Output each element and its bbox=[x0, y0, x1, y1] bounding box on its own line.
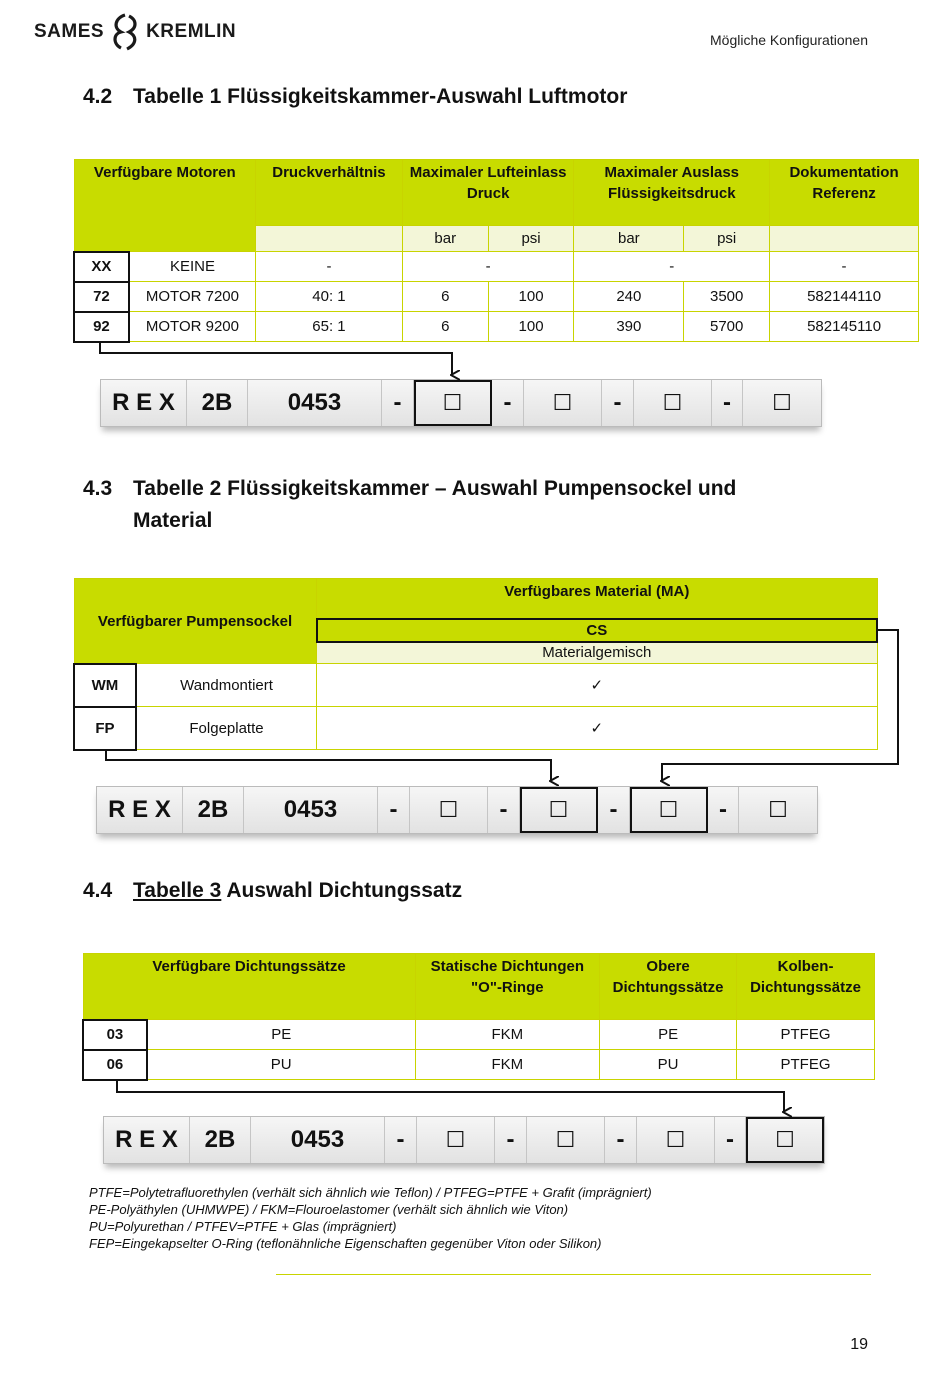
row-name: KEINE bbox=[129, 252, 256, 282]
rex-prefix: R E X bbox=[104, 1117, 190, 1163]
rex-slot-motor: ☐ bbox=[417, 1117, 495, 1163]
table-3-link[interactable]: Tabelle 3 bbox=[133, 879, 222, 902]
brand-left: SAMES bbox=[34, 21, 105, 42]
row-air-bar: 6 bbox=[402, 312, 488, 342]
row-kit: PE bbox=[147, 1020, 415, 1050]
col-header-air-inlet: Maximaler Lufteinlass Druck bbox=[402, 160, 574, 226]
rex-dash: - bbox=[598, 787, 630, 833]
footnote bbox=[89, 1184, 652, 1252]
row-code: 03 bbox=[83, 1020, 147, 1050]
footnote-line: FEP=Eingekapselter O-Ring (teflonähnliche Eigenschaften gegenüber Viton oder Silikon) bbox=[89, 1236, 602, 1251]
row-outlet: - bbox=[574, 252, 770, 282]
brand-right: KREMLIN bbox=[146, 21, 237, 42]
rex-dash: - bbox=[715, 1117, 746, 1163]
row-kit: PU bbox=[147, 1050, 415, 1080]
col-header-static-seals: Statische Dichtungen "O"-Ringe bbox=[415, 954, 600, 1020]
rex-dash: - bbox=[602, 380, 634, 426]
arrow-base bbox=[106, 749, 551, 781]
row-air: - bbox=[402, 252, 574, 282]
rex-dash: - bbox=[492, 380, 524, 426]
rex-slot-seal: ☐ bbox=[768, 797, 788, 822]
check-icon: ✓ bbox=[317, 664, 877, 707]
rex-part2: 2B bbox=[190, 1117, 251, 1163]
section-number: 4.4 bbox=[83, 879, 113, 902]
row-ratio: - bbox=[256, 252, 403, 282]
rex-slot-base: ☐ bbox=[520, 787, 598, 833]
row-code: WM bbox=[74, 664, 136, 707]
rex-slot-seal: ☐ bbox=[746, 1117, 824, 1163]
rex-dash: - bbox=[378, 787, 410, 833]
rex-dash: - bbox=[385, 1117, 417, 1163]
row-ref: - bbox=[770, 252, 919, 282]
row-code: XX bbox=[74, 252, 129, 282]
check-icon: ✓ bbox=[317, 707, 877, 750]
col-header-ratio: Druckverhältnis bbox=[256, 160, 403, 226]
col-header-base: Verfügbarer Pumpensockel bbox=[74, 579, 317, 664]
row-code: 92 bbox=[74, 312, 129, 342]
rex-slot-motor: ☐ bbox=[410, 787, 488, 833]
row-out-psi: 3500 bbox=[684, 282, 770, 312]
rex-slot-material: ☐ bbox=[630, 787, 708, 833]
row-static: FKM bbox=[415, 1050, 600, 1080]
row-name: Wandmontiert bbox=[136, 664, 317, 707]
row-static: FKM bbox=[415, 1020, 600, 1050]
rex-part3: 0453 bbox=[244, 787, 378, 833]
rex-dash: - bbox=[708, 787, 739, 833]
rex-part3: 0453 bbox=[248, 380, 382, 426]
footnote-line: PTFE=Polytetrafluorethylen (verhält sich ähnlich wie Teflon) / PTFEG=PTFE + Grafit (imprägniert) bbox=[89, 1185, 652, 1200]
section-title-rest: Auswahl Dichtungssatz bbox=[221, 879, 463, 902]
arrow-material bbox=[662, 630, 898, 781]
col-header-material: Verfügbares Material (MA) bbox=[317, 579, 877, 619]
section-number: 4.2 bbox=[83, 85, 113, 108]
unit-bar: bar bbox=[402, 226, 488, 252]
rex-slot-seal: ☐ bbox=[772, 390, 792, 415]
section-title-line2: Material bbox=[133, 509, 213, 532]
rex-part3: 0453 bbox=[251, 1117, 385, 1163]
row-name: MOTOR 9200 bbox=[129, 312, 256, 342]
row-out-bar: 390 bbox=[574, 312, 684, 342]
unit-psi: psi bbox=[684, 226, 770, 252]
row-ref: 582144110 bbox=[770, 282, 919, 312]
row-air-psi: 100 bbox=[488, 282, 574, 312]
row-code: 72 bbox=[74, 282, 129, 312]
rex-part2: 2B bbox=[183, 787, 244, 833]
rex-slot-material: ☐ bbox=[637, 1117, 715, 1163]
col-header-motors: Verfügbare Motoren bbox=[74, 160, 256, 252]
rex-dash: - bbox=[382, 380, 414, 426]
arrow-motor bbox=[100, 343, 452, 375]
rex-prefix: R E X bbox=[101, 380, 187, 426]
row-piston: PTFEG bbox=[737, 1050, 875, 1080]
footer-divider bbox=[276, 1274, 871, 1275]
col-header-seal-kits: Verfügbare Dichtungssätze bbox=[83, 954, 415, 1020]
col-header-upper-seals: Obere Dichtungssätze bbox=[600, 954, 737, 1020]
rex-slot-motor: ☐ bbox=[414, 380, 492, 426]
section-title-line1: Tabelle 2 Flüssigkeitskammer – Auswahl Pumpensockel und bbox=[133, 477, 737, 500]
rex-slot-material: ☐ bbox=[634, 380, 712, 426]
row-air-bar: 6 bbox=[402, 282, 488, 312]
row-upper: PE bbox=[600, 1020, 737, 1050]
row-out-bar: 240 bbox=[574, 282, 684, 312]
rex-dash: - bbox=[488, 787, 520, 833]
col-header-piston-seals: Kolben-Dichtungssätze bbox=[737, 954, 875, 1020]
section-title: Tabelle 1 Flüssigkeitskammer-Auswahl Luftmotor bbox=[133, 85, 628, 108]
row-ref: 582145110 bbox=[770, 312, 919, 342]
row-air-psi: 100 bbox=[488, 312, 574, 342]
row-out-psi: 5700 bbox=[684, 312, 770, 342]
page-number: 19 bbox=[850, 1336, 868, 1353]
material-name: Materialgemisch bbox=[317, 642, 877, 664]
unit-psi: psi bbox=[488, 226, 574, 252]
rex-prefix: R E X bbox=[97, 787, 183, 833]
arrow-seal bbox=[117, 1081, 784, 1112]
rex-slot-base: ☐ bbox=[527, 1117, 605, 1163]
header-section-title: Mögliche Konfigurationen bbox=[710, 32, 868, 48]
footnote-line: PE-Polyäthylen (UHMWPE) / FKM=Flouroelastomer (verhält sich ähnlich wie Viton) bbox=[89, 1202, 569, 1217]
rex-dash: - bbox=[605, 1117, 637, 1163]
unit-bar: bar bbox=[574, 226, 684, 252]
rex-part2: 2B bbox=[187, 380, 248, 426]
row-name: MOTOR 7200 bbox=[129, 282, 256, 312]
material-code: CS bbox=[317, 619, 877, 642]
rex-dash: - bbox=[495, 1117, 527, 1163]
row-ratio: 65: 1 bbox=[256, 312, 403, 342]
row-ratio: 40: 1 bbox=[256, 282, 403, 312]
rex-slot-base: ☐ bbox=[524, 380, 602, 426]
col-header-doc-ref: Dokumentation Referenz bbox=[770, 160, 919, 226]
section-number: 4.3 bbox=[83, 477, 113, 500]
row-code: 06 bbox=[83, 1050, 147, 1080]
rex-dash: - bbox=[712, 380, 743, 426]
row-piston: PTFEG bbox=[737, 1020, 875, 1050]
row-code: FP bbox=[74, 707, 136, 750]
row-upper: PU bbox=[600, 1050, 737, 1080]
col-header-fluid-outlet: Maximaler Auslass Flüssigkeitsdruck bbox=[574, 160, 770, 226]
footnote-line: PU=Polyurethan / PTFEV=PTFE + Glas (imprägniert) bbox=[89, 1219, 397, 1234]
row-name: Folgeplatte bbox=[136, 707, 317, 750]
